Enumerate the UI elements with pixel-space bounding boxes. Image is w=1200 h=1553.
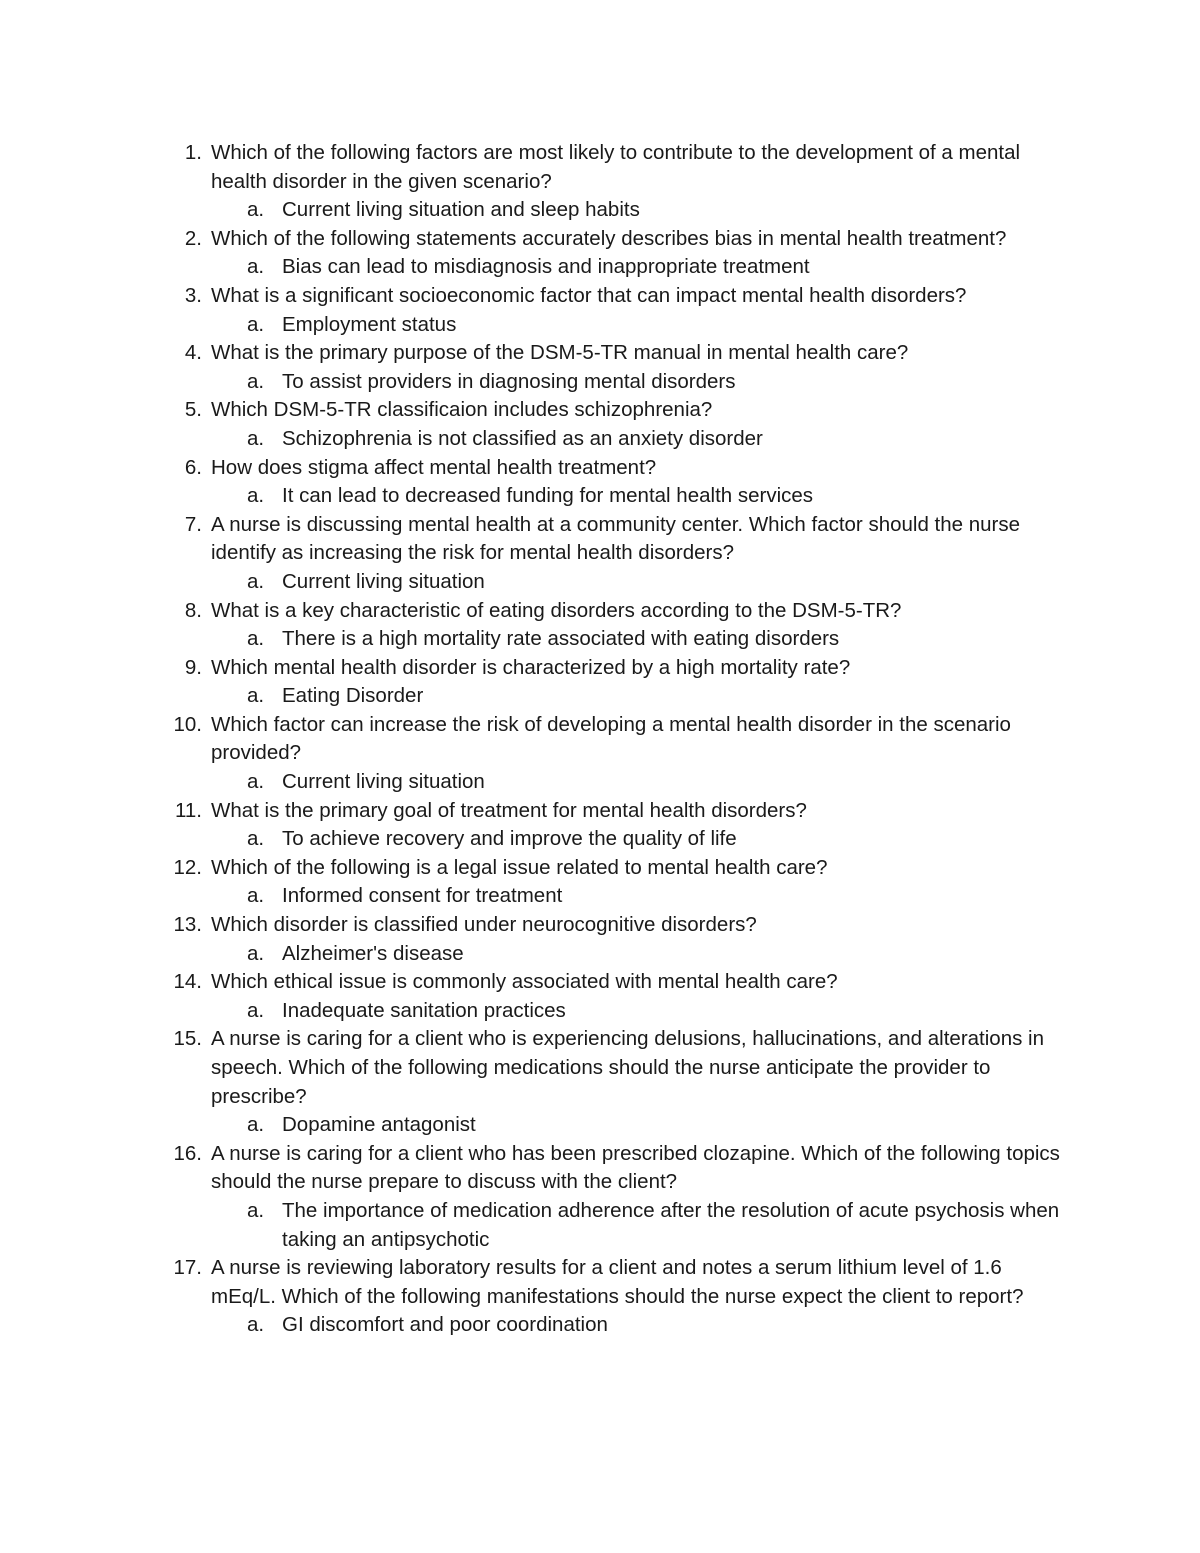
answer-text: To assist providers in diagnosing mental disorders [282, 369, 736, 393]
question-item [140, 711, 1060, 797]
question-number: 10. [173, 712, 202, 736]
answer-text: Current living situation and sleep habits [282, 198, 640, 222]
answer-item [211, 768, 1060, 797]
question-item [140, 1254, 1060, 1340]
answer-item [211, 482, 1060, 511]
answer-item [211, 882, 1060, 911]
question-number: 16. [173, 1141, 202, 1165]
question-item [140, 654, 1060, 711]
answer-text: Bias can lead to misdiagnosis and inappropriate treatment [282, 255, 810, 279]
question-text: Which of the following statements accurately describes bias in mental health treatment? [211, 226, 1007, 250]
question-list [140, 139, 1060, 1340]
answer-item [211, 425, 1060, 454]
answer-item [211, 311, 1060, 340]
answer-letter: a. [247, 1113, 265, 1137]
answer-item [211, 368, 1060, 397]
answer-letter: a. [247, 312, 265, 336]
question-item [140, 911, 1060, 968]
answer-item [211, 1311, 1060, 1340]
answer-letter: a. [247, 484, 265, 508]
answer-item [211, 825, 1060, 854]
question-text: A nurse is reviewing laboratory results for a client and notes a serum lithium level of 1.6 mEq/L. Which of the following manifestations should the nurse expect the client to report? [211, 1256, 1024, 1308]
answer-text: The importance of medication adherence after the resolution of acute psychosis when taking an antipsychotic [282, 1198, 1060, 1251]
answer-text: Dopamine antagonist [282, 1113, 476, 1137]
question-text: What is a key characteristic of eating disorders according to the DSM-5-TR? [211, 598, 902, 622]
answer-letter: a. [247, 198, 265, 222]
question-number: 6. [184, 455, 202, 479]
question-item [140, 282, 1060, 339]
question-text: Which mental health disorder is characterized by a high mortality rate? [211, 655, 851, 679]
question-number: 14. [173, 970, 202, 994]
question-number: 11. [175, 798, 202, 822]
answer-letter: a. [247, 1198, 265, 1222]
question-item [140, 797, 1060, 854]
question-item [140, 139, 1060, 225]
question-number: 12. [173, 855, 202, 879]
answer-text: To achieve recovery and improve the quality of life [282, 827, 737, 851]
question-item [140, 1025, 1060, 1139]
question-text: What is the primary purpose of the DSM-5-TR manual in mental health care? [211, 341, 909, 365]
question-item [140, 968, 1060, 1025]
answer-letter: a. [247, 1313, 265, 1337]
answer-letter: a. [247, 998, 265, 1022]
answer-item [211, 940, 1060, 969]
question-number: 9. [184, 655, 202, 679]
question-number: 2. [184, 226, 202, 250]
question-text: Which ethical issue is commonly associated with mental health care? [211, 970, 838, 994]
answer-text: GI discomfort and poor coordination [282, 1313, 608, 1337]
answer-item [211, 997, 1060, 1026]
question-item [140, 225, 1060, 282]
question-text: What is the primary goal of treatment for mental health disorders? [211, 798, 807, 822]
answer-text: It can lead to decreased funding for mental health services [282, 484, 814, 508]
answer-item [211, 568, 1060, 597]
answer-letter: a. [247, 426, 265, 450]
question-item [140, 854, 1060, 911]
answer-item [211, 1111, 1060, 1140]
answer-letter: a. [247, 569, 265, 593]
answer-text: Alzheimer's disease [282, 941, 464, 965]
answer-letter: a. [247, 369, 265, 393]
answer-item [211, 253, 1060, 282]
answer-letter: a. [247, 941, 265, 965]
answer-item [211, 625, 1060, 654]
question-number: 13. [173, 913, 202, 937]
question-text: A nurse is discussing mental health at a community center. Which factor should the nurse identify as increasing the risk for mental health disorders? [211, 512, 1021, 565]
answer-text: Employment status [282, 312, 457, 336]
question-text: Which of the following is a legal issue related to mental health care? [211, 855, 828, 879]
question-item [140, 339, 1060, 396]
question-text: A nurse is caring for a client who is experiencing delusions, hallucinations, and alterations in speech. Which of the following medications should the nurse anticipate the provider to prescribe? [211, 1027, 1045, 1108]
question-number: 7. [184, 512, 202, 536]
answer-item [211, 682, 1060, 711]
question-number: 3. [184, 283, 202, 307]
question-text: What is a significant socioeconomic factor that can impact mental health disorders? [211, 283, 967, 307]
answer-letter: a. [247, 684, 265, 708]
question-item [140, 511, 1060, 597]
answer-item [211, 196, 1060, 225]
question-text: Which of the following factors are most likely to contribute to the development of a mental health disorder in the given scenario? [211, 141, 1021, 193]
question-number: 17. [173, 1256, 202, 1280]
question-number: 4. [184, 341, 202, 365]
answer-letter: a. [247, 255, 265, 279]
question-item [140, 597, 1060, 654]
question-text: Which factor can increase the risk of developing a mental health disorder in the scenario provided? [211, 712, 1011, 765]
question-text: How does stigma affect mental health treatment? [211, 455, 657, 479]
answer-letter: a. [247, 627, 265, 651]
question-number: 8. [184, 598, 202, 622]
answer-letter: a. [247, 770, 265, 794]
question-item [140, 396, 1060, 453]
answer-text: Eating Disorder [282, 684, 424, 708]
answer-letter: a. [247, 827, 265, 851]
question-number: 5. [184, 398, 202, 422]
question-text: Which DSM-5-TR classificaion includes schizophrenia? [211, 398, 713, 422]
question-number: 15. [173, 1027, 202, 1051]
question-number: 1. [184, 141, 202, 164]
question-text: Which disorder is classified under neurocognitive disorders? [211, 913, 757, 937]
answer-text: Current living situation [282, 569, 485, 593]
question-item [140, 454, 1060, 511]
answer-text: There is a high mortality rate associated with eating disorders [282, 627, 840, 651]
answer-letter: a. [247, 884, 265, 908]
answer-item [211, 1197, 1060, 1254]
answer-text: Informed consent for treatment [282, 884, 563, 908]
answer-text: Inadequate sanitation practices [282, 998, 566, 1022]
answer-text: Schizophrenia is not classified as an anxiety disorder [282, 426, 763, 450]
question-item [140, 1140, 1060, 1254]
question-text: A nurse is caring for a client who has been prescribed clozapine. Which of the following topics should the nurse prepare to discuss with the client? [211, 1141, 1060, 1194]
answer-text: Current living situation [282, 770, 485, 794]
